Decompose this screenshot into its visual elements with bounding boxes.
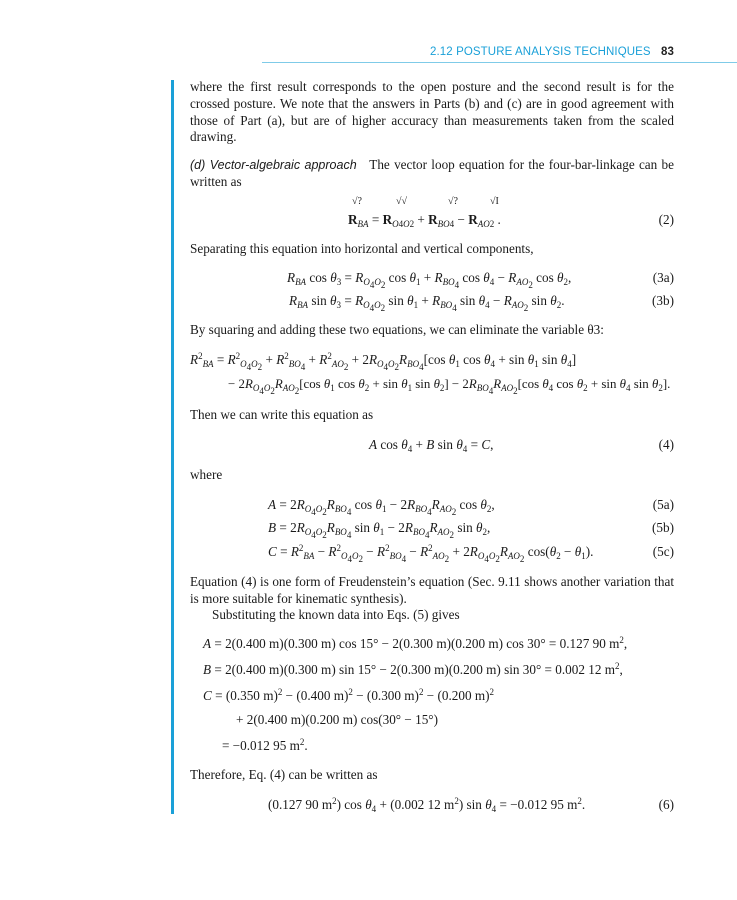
page-number: 83 bbox=[661, 46, 674, 58]
paragraph-separating: Separating this equation into horizontal and vertical components, bbox=[190, 241, 534, 256]
equation-C-value-line2: + 2(0.400 m)(0.200 m) cos(30° − 15°) bbox=[236, 712, 438, 727]
paragraph-then: Then we can write this equation as bbox=[190, 407, 374, 422]
equation-C-result: = −0.012 95 $m^2$. bbox=[222, 737, 308, 753]
section-title: 2.12 POSTURE ANALYSIS TECHNIQUES bbox=[430, 46, 651, 58]
running-header bbox=[430, 46, 680, 58]
eq6-number: (6) bbox=[658, 797, 674, 812]
equation-expanded-line2: − $2R_{O_4O_2}R_{AO_2}[\cos$ $\theta_1$ $\cos \theta_2 + \sin \theta_1$ $\sin \theta_2] - 2R_{BO_4}R_{AO_2}[\cos$ $\theta_4$ $\cos \theta_2 + \sin \theta_4$ $\sin \theta_2$]. bbox=[228, 377, 671, 396]
paragraph-where: where bbox=[190, 467, 223, 482]
equation-expanded-line1: $R^2_{BA} = R^2_{O_4O_2} + R^2_{BO_4} + R^2_{AO_2} + 2R_{O_4O_2}R_{BO_4}[\cos$ $\theta_1$ $\cos \theta_4 + \sin \theta_1$ $\sin \theta_4$] bbox=[190, 351, 577, 372]
paragraph-open-crossed: where the first result corresponds to the open posture and the second result is for the crossed posture. We note that the answers in Parts (b) and (c) are in good agreement with those of Part (a), but are of higher accuracy than measurements taken from the scaled drawing. bbox=[190, 79, 674, 145]
eq5b-number: (5b) bbox=[652, 520, 674, 535]
equation-5b: $B = 2R_{O_4O_2}R_{BO_4}$ $\sin \theta_1 - 2R_{BO_4}R_{AO_2}$ $\sin \theta_2$, bbox=[268, 520, 491, 540]
equation-3a: $R_{BA}$ $\cos \theta_3 = R_{O_4O_2}$ $\cos \theta_1 + R_{BO_4}$ $\cos \theta_4 - R_{AO_2}$ $\cos \theta_2$, bbox=[287, 270, 572, 290]
eq5a-number: (5a) bbox=[652, 497, 674, 512]
equation-2: $R_{BA} = R_{O4O2} + R_{BO4} - R_{AO2}$ . bbox=[348, 212, 501, 229]
eq4-number: (4) bbox=[658, 437, 674, 452]
equation-C-value-line1: C = (0.350 m)$^2$ − (0.400 m)$^2$ − (0.300 m)$^2$ − (0.200 m)$^2$ bbox=[203, 687, 494, 703]
equation-A-value: A = 2(0.400 m)(0.300 m) cos 15° − 2(0.300 m)(0.200 m) cos 30° = 0.127 90 $m^2$, bbox=[203, 635, 628, 651]
equation-4: A $\cos \theta_4 + B$ $\sin \theta_4 = C$, bbox=[369, 437, 494, 454]
margin-bar bbox=[171, 80, 174, 814]
eq2-number: (2) bbox=[658, 212, 674, 227]
eq3a-number: (3a) bbox=[652, 270, 674, 285]
eq3b-number: (3b) bbox=[652, 293, 674, 308]
paragraph-freudenstein: Equation (4) is one form of Freudenstein’s equation (Sec. 9.11 shows another variation that is more suitable for kinematic synthesis). bbox=[190, 574, 674, 606]
equation-5a: $A = 2R_{O_4O_2}R_{BO_4}$ $\cos \theta_1 - 2R_{BO_4}R_{AO_2}$ $\cos \theta_2$, bbox=[268, 497, 495, 517]
eq5c-number: (5c) bbox=[652, 544, 674, 559]
paragraph-therefore: Therefore, Eq. (4) can be written as bbox=[190, 767, 378, 782]
equation-6: (0.127 90 $m^2$) $\cos \theta_4 + (0.002$ 12 $m^2$) $\sin \theta_4 = -0.012$ 95 $m^2$. bbox=[268, 796, 586, 814]
subsection-heading: (d) Vector-algebraic approach bbox=[190, 158, 357, 172]
subsection-text: The vector loop equation for the four-bar-linkage can be written as bbox=[190, 157, 674, 189]
header-rule bbox=[262, 62, 737, 63]
paragraph-squaring: By squaring and adding these two equations, we can eliminate the variable θ3: bbox=[190, 322, 604, 337]
equation-3b: $R_{BA}$ $\sin \theta_3 = R_{O_4O_2}$ $\sin \theta_1 + R_{BO_4}$ $\sin \theta_4 - R_{AO_2}$ $\sin \theta_2$. bbox=[289, 293, 565, 313]
paragraph-substituting: Substituting the known data into Eqs. (5) gives bbox=[212, 607, 460, 622]
equation-5c: $C = R^2_{BA} - R^2_{O_4O_2} - R^2_{BO_4} - R^2_{AO_2} + 2R_{O_4O_2}R_{AO_2}$ $\cos(\theta_2 - \theta_1)$. bbox=[268, 543, 594, 564]
paragraph-vector-approach bbox=[190, 157, 674, 191]
equation-B-value: B = 2(0.400 m)(0.300 m) sin 15° − 2(0.300 m)(0.200 m) sin 30° = 0.002 12 $m^2$, bbox=[203, 661, 623, 677]
